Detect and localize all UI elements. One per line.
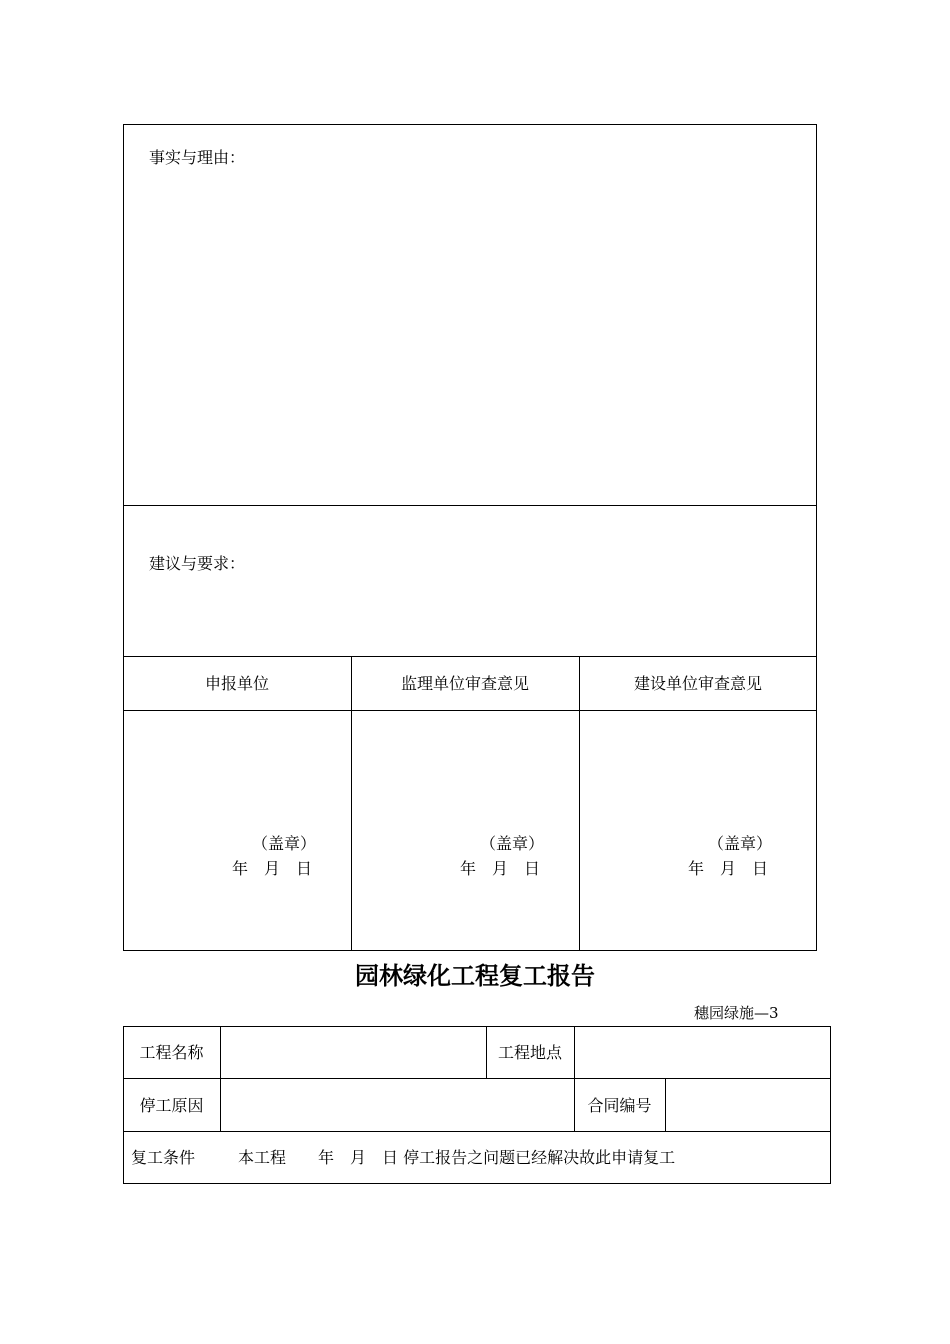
column-divider-1: [351, 656, 352, 951]
upper-form-table: [123, 124, 817, 951]
project-name-label: 工程名称: [139, 1043, 204, 1062]
seal-label-applicant: （盖章）: [252, 834, 317, 853]
stop-reason-field[interactable]: [221, 1079, 574, 1131]
resume-condition-text: 本工程 年 月 日 停工报告之问题已经解决故此申请复工: [238, 1148, 676, 1167]
column-divider-2: [579, 656, 580, 951]
form-code: 穗园绿施—3: [694, 1004, 779, 1022]
contract-no-label: 合同编号: [587, 1096, 652, 1115]
project-location-label: 工程地点: [497, 1043, 562, 1062]
divider-suggestions: [123, 656, 817, 657]
seal-label-supervision: （盖章）: [480, 834, 545, 853]
project-name-field[interactable]: [221, 1027, 486, 1078]
contract-no-field[interactable]: [666, 1079, 830, 1131]
resume-condition-label: 复工条件: [131, 1148, 196, 1167]
suggestions-label: 建议与要求：: [149, 554, 246, 573]
seal-label-owner: （盖章）: [708, 834, 773, 853]
project-location-field[interactable]: [575, 1027, 830, 1078]
date-label-applicant: 年 月 日: [232, 859, 313, 878]
header-applicant-unit: 申报单位: [204, 674, 269, 693]
facts-label: 事实与理由：: [149, 148, 246, 167]
divider-headers: [123, 710, 817, 711]
header-supervision-opinion: 监理单位审查意见: [400, 674, 529, 693]
report-title: 园林绿化工程复工报告: [355, 962, 595, 990]
stop-reason-label: 停工原因: [139, 1096, 204, 1115]
row-divider-2: [123, 1131, 831, 1132]
header-owner-opinion: 建设单位审查意见: [633, 674, 762, 693]
divider-facts: [123, 505, 817, 506]
date-label-owner: 年 月 日: [688, 859, 769, 878]
date-label-supervision: 年 月 日: [460, 859, 541, 878]
